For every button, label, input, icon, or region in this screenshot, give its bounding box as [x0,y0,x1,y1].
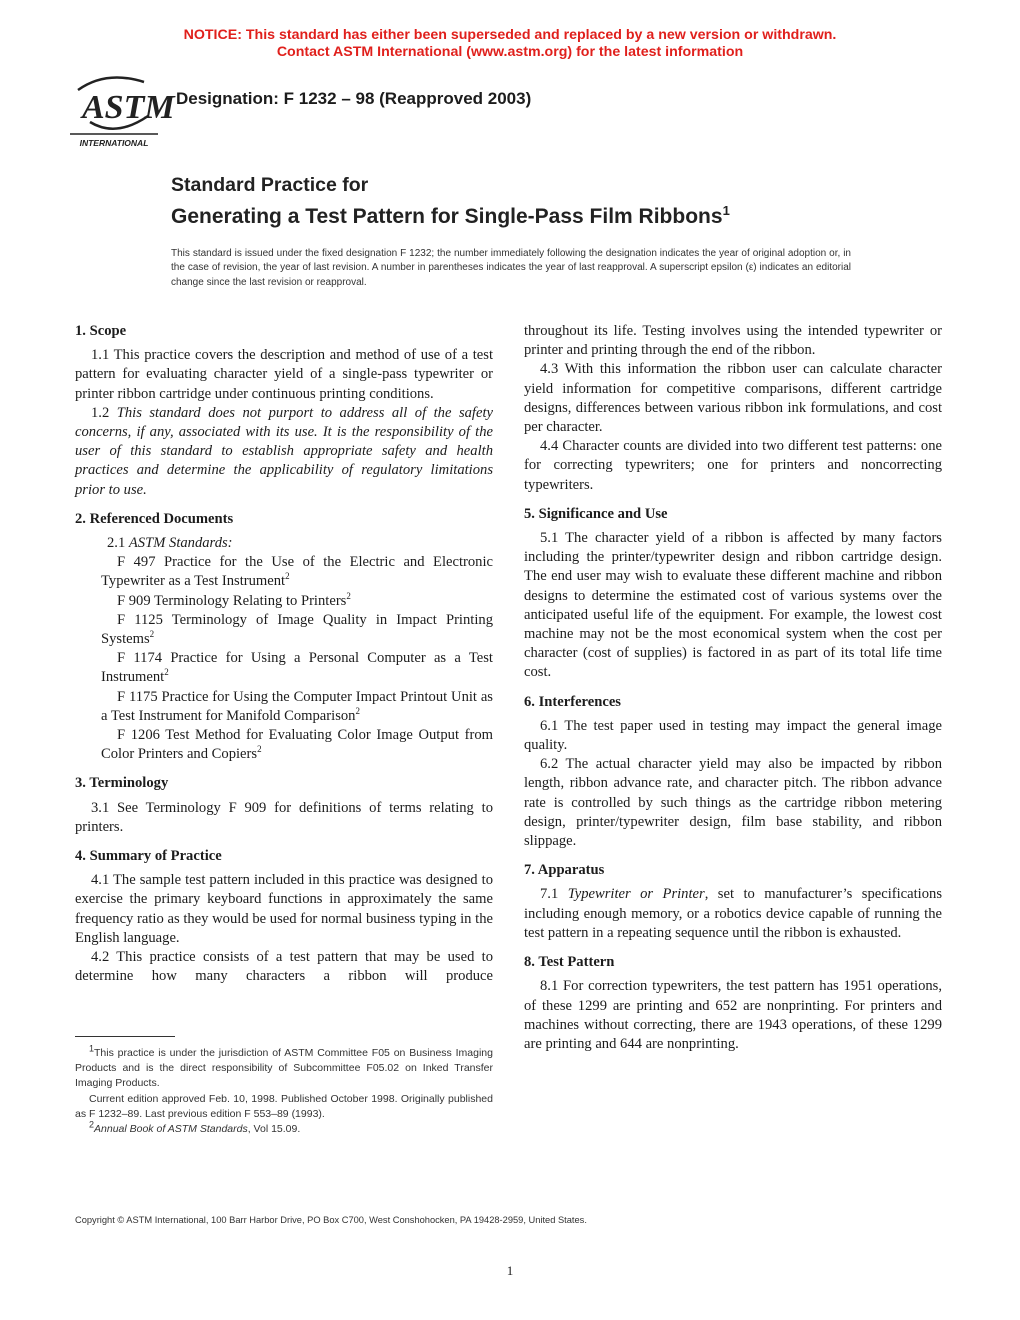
footnotes [75,1043,493,1137]
apparatus-7-1 [524,885,942,943]
footnote-2-mark: 2 [89,1119,95,1130]
summary-heading: 4. Summary of Practice [75,848,222,865]
reference-item [75,592,493,611]
scope-1-2-number: 1.2 [91,404,117,421]
title-footnote-mark: 1 [722,203,730,218]
footnote-2-title: Annual Book of ASTM Standards [94,1123,248,1136]
reference-mark: 2 [257,744,262,755]
referenced-sub-title: ASTM Standards: [128,535,233,552]
apparatus-heading: 7. Apparatus [524,862,605,879]
terminology-heading: 3. Terminology [75,775,169,792]
reference-item [75,553,493,591]
scope-1-2 [75,404,493,500]
summary-4-4: 4.4 Character counts are divided into two different test patterns: one for correcting typewriters; one for printers and noncorrecting typewriters. [524,438,942,493]
interferences-6-1: 6.1 The test paper used in testing may impact the general image quality. [524,717,942,754]
interferences-6-2: 6.2 The actual character yield may also be impacted by ribbon length, ribbon advance rate, and character pitch. The ribbon advance rate is controlled by such things as the cartridge ribbon metering design, printer/typewriter design, film base stability, and ribbon slippage. [524,756,942,850]
astm-logo-icon [66,72,175,152]
test-pattern-heading: 8. Test Pattern [524,954,615,971]
reference-item [75,611,493,649]
reference-item [75,688,493,726]
title-line-1: Standard Practice for [171,174,369,196]
interferences-heading: 6. Interferences [524,693,621,710]
reference-item [75,726,493,764]
astm-standards-label [75,534,493,553]
left-column [75,322,493,987]
reference-text: F 1174 Practice for Using a Personal Computer as a Test Instrument [101,650,493,686]
logo-caption: INTERNATIONAL [79,138,149,148]
reference-mark: 2 [164,667,169,678]
summary-4-2-end: throughout its life. Testing involves using the intended typewriter or printer and printing through the end of the ribbon. [524,323,942,359]
reference-mark: 2 [149,629,155,640]
reference-item [75,649,493,687]
reference-text: F 497 Practice for the Use of the Electric and Electronic Typewriter as a Test Instrument [101,554,493,590]
reference-mark: 2 [285,571,290,582]
scope-1-1: 1.1 This practice covers the description and method of use of a test pattern for evaluating character yield of a single-pass typewriter or printer ribbon cartridge under continuous printing conditions. [75,347,493,402]
summary-4-3: 4.3 With this information the ribbon user can calculate character yield information for competitive comparisons, different cartridge designs, differences between various ribbon ink formulations, and cost per character. [524,361,942,436]
footnote-divider [75,1036,175,1037]
reference-text: F 1125 Terminology of Image Quality in Impact Printing Systems [101,611,493,648]
designation: Designation: F 1232 – 98 (Reapproved 2003) [176,89,532,108]
summary-4-1: 4.1 The sample test pattern included in this practice was designed to exercise the primary keyboard functions in approximately the same frequency ratio as they would be used for normal business typing in the English language. [75,872,493,946]
safety-statement: This standard does not purport to address all of the safety concerns, if any, associated with its use. It is the responsibility of the user of this standard to establish appropriate safety and health practices and determine the applicability of regulatory limitations prior to use. [75,404,493,498]
document-title [171,173,730,230]
astm-logo [66,72,175,152]
reference-text: F 1206 Test Method for Evaluating Color Image Output from Color Printers and Copiers [101,727,493,763]
logo-letters: ASTM [82,89,175,126]
notice-line-2: Contact ASTM International (www.astm.org) for the latest information [276,43,744,60]
title-main: Generating a Test Pattern for Single-Pass Film Ribbons [171,205,723,228]
right-column [524,322,942,1054]
significance-heading: 5. Significance and Use [524,505,668,522]
apparatus-7-1-number: 7.1 [540,886,568,903]
notice-line-1: NOTICE: This standard has either been superseded and replaced by a new version or withdrawn. [183,27,837,43]
terminology-3-1: 3.1 See Terminology F 909 for definitions of terms relating to printers. [75,799,493,835]
footnote-1-text: This practice is under the jurisdiction of ASTM Committee F05 on Business Imaging Products and is the direct responsibility of Subcommittee F05.02 on Inked Transfer Imaging Products. [75,1047,493,1090]
reference-mark: 2 [355,706,360,716]
footnote-1-mark: 1 [89,1043,95,1054]
reference-text: F 1175 Practice for Using the Computer Impact Printout Unit as a Test Instrument for Manifold Comparison [101,688,493,724]
apparatus-term: Typewriter or Printer [567,886,705,903]
footnote-1 [75,1043,493,1092]
apparatus-7-1-text: , set to manufacturer’s specifications including enough memory, or a robotics device capable of running the test pattern in a repeating sequence until the ribbon is exhausted. [524,886,943,941]
referenced-sub-number: 2.1 [107,535,129,552]
referenced-heading: 2. Referenced Documents [75,510,234,527]
copyright: Copyright © ASTM International, 100 Barr Harbor Drive, PO Box C700, West Conshohocken, PA 19428-2959, United States. [75,1215,587,1225]
scope-heading: 1. Scope [75,323,127,339]
footnote-1-edition: Current edition approved Feb. 10, 1998. Published October 1998. Originally published as F 1232–89. Last previous edition F 553–89 (1993). [75,1092,493,1120]
test-pattern-8-1: 8.1 For correction typewriters, the test pattern has 1951 operations, of these 1299 are printing and 652 are nonprinting. For printers and machines without correcting, there are 1943 operations, of these 1299 are printing and 644 are nonprinting. [524,978,942,1052]
significance-5-1: 5.1 The character yield of a ribbon is affected by many factors including the printer/typewriter design and ribbon cartridge design. The end user may wish to evaluate these different machine and ribbon designs to determine the estimated cost of various systems over the anticipated useful life of the equipment. For example, the lowest cost machine may not be the most economical system when the cost per character (cost of supplies) is factored in as part of its total life time cost. [524,530,942,681]
title-line-2 [171,197,730,230]
summary-4-2-start: 4.2 This practice consists of a test pattern that may be used to determine how many characters a ribbon will produce [75,949,493,985]
reference-mark: 2 [346,590,351,601]
footnote-2 [75,1119,493,1137]
reference-text: F 909 Terminology Relating to Printers [117,592,347,609]
issue-note: This standard is issued under the fixed designation F 1232; the number immediately following the designation indicates the year of original adoption or, in the case of revision, the year of last revision. A number in parentheses indicates the year of last reapproval. A superscript epsilon (ε) indicates an editorial change since the last revision or reapproval. [171,248,851,288]
page-number: 1 [506,1263,514,1278]
footnote-2-text: , Vol 15.09. [247,1123,301,1136]
withdrawal-notice [0,27,1020,60]
